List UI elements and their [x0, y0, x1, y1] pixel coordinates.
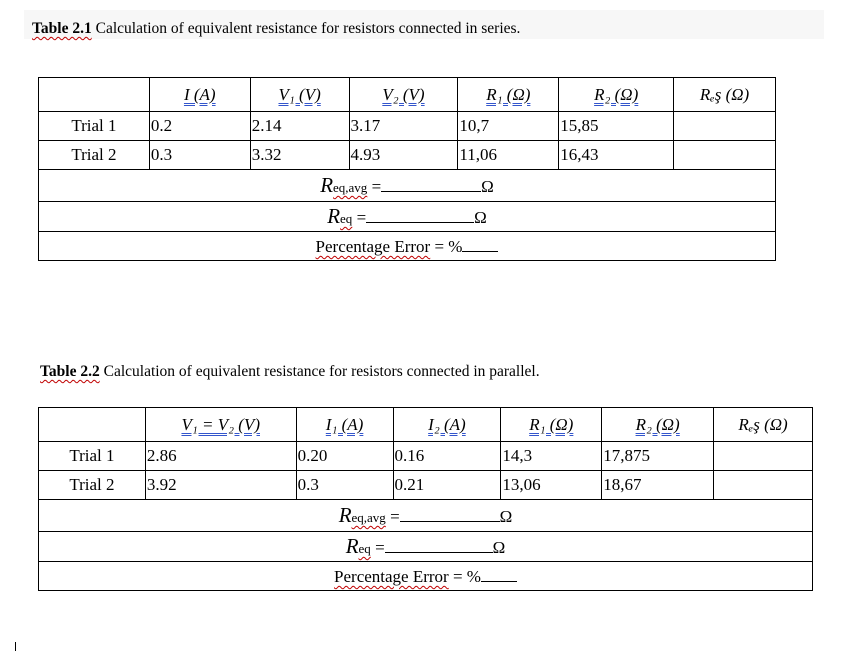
answer-blank[interactable]	[481, 565, 517, 582]
cell-value: 16,43	[559, 141, 674, 170]
req-avg-symbol: R	[338, 503, 352, 527]
table2-caption-label: Table 2.2	[40, 363, 100, 380]
percentage-error-cell[interactable]	[39, 562, 813, 591]
req-avg-subscript: eq,avg	[333, 180, 368, 195]
cell-value: 3.32	[250, 141, 349, 170]
req-avg-row	[39, 170, 776, 202]
req-avg-symbol: R	[320, 173, 334, 197]
cell-value: 0.20	[296, 442, 393, 471]
cell-value: 13,06	[501, 471, 602, 500]
table2-caption-text: Calculation of equivalent resistance for resistors connected in parallel.	[99, 363, 540, 380]
cell-value: 14,3	[501, 442, 602, 471]
answer-blank[interactable]	[400, 505, 500, 522]
table-header-row	[39, 408, 813, 442]
header-resistance-1: R₁ (Ω)	[486, 84, 531, 104]
cell-value: 0.21	[393, 471, 501, 500]
req-avg-cell[interactable]	[39, 500, 813, 532]
percentage-error-row	[39, 232, 776, 261]
req-subscript: eq	[340, 211, 353, 226]
table-row	[39, 442, 813, 471]
percentage-error-equals: = %	[430, 237, 463, 256]
percentage-error-label: Percentage Error	[334, 567, 449, 586]
cell-value: 2.14	[250, 112, 349, 141]
unit-symbol: Ω	[481, 177, 494, 196]
header-resistance-eq: Rₑş (Ω)	[738, 414, 788, 434]
percentage-error-equals: = %	[448, 567, 481, 586]
table1-caption	[32, 20, 520, 38]
parallel-table	[38, 407, 813, 591]
cell-value: 18,67	[602, 471, 714, 500]
table2-caption	[40, 363, 540, 381]
req-cell[interactable]	[39, 202, 776, 232]
cell-value: 3.17	[349, 112, 458, 141]
req-equals: =	[352, 208, 367, 227]
header-current-2: I₂ (A)	[428, 414, 466, 434]
cell-value: 3.92	[145, 471, 296, 500]
req-avg-cell[interactable]	[39, 170, 776, 202]
req-avg-equals: =	[385, 507, 400, 526]
req-row	[39, 202, 776, 232]
req-symbol: R	[327, 204, 341, 228]
unit-symbol: Ω	[499, 507, 513, 526]
header-empty-cell	[39, 78, 150, 112]
unit-symbol: Ω	[474, 208, 487, 227]
header-resistance-eq: Rₑş (Ω)	[699, 84, 750, 104]
req-symbol: R	[345, 534, 359, 558]
cell-value: 17,875	[602, 442, 714, 471]
cell-value: 0.3	[296, 471, 393, 500]
header-current: I (A)	[183, 84, 216, 104]
table-row	[39, 471, 813, 500]
table-row	[39, 141, 776, 170]
percentage-error-row	[39, 562, 813, 591]
cell-value-empty[interactable]	[674, 141, 776, 170]
cell-value-empty[interactable]	[714, 442, 813, 471]
cell-value: 10,7	[458, 112, 559, 141]
header-voltage-1: V₁ (V)	[278, 84, 321, 104]
trial-label: Trial 1	[39, 442, 146, 471]
trial-label: Trial 1	[39, 112, 150, 141]
cell-value: 11,06	[458, 141, 559, 170]
header-resistance-1: R₁ (Ω)	[529, 414, 574, 434]
header-resistance-2: R₂ (Ω)	[635, 414, 680, 434]
cell-value: 4.93	[349, 141, 458, 170]
header-resistance-2: R₂ (Ω)	[594, 84, 639, 104]
trial-label: Trial 2	[39, 141, 150, 170]
header-current-1: I₁ (A)	[325, 414, 364, 434]
cell-value-empty[interactable]	[714, 471, 813, 500]
cell-value: 0.2	[149, 112, 250, 141]
text-cursor	[15, 642, 16, 651]
header-voltage: V₁ = V₂ (V)	[181, 414, 260, 434]
req-avg-row	[39, 500, 813, 532]
trial-label: Trial 2	[39, 471, 146, 500]
answer-blank[interactable]	[366, 206, 474, 223]
header-voltage-2: V₂ (V)	[382, 84, 425, 104]
req-cell[interactable]	[39, 532, 813, 562]
req-avg-subscript: eq,avg	[351, 510, 386, 525]
percentage-error-cell[interactable]	[39, 232, 776, 261]
table1-caption-label: Table 2.1	[32, 20, 92, 37]
answer-blank[interactable]	[385, 536, 493, 553]
cell-value: 15,85	[559, 112, 674, 141]
answer-blank[interactable]	[462, 235, 498, 252]
cell-value: 0.16	[393, 442, 501, 471]
cell-value: 2.86	[145, 442, 296, 471]
req-row	[39, 532, 813, 562]
header-empty-cell	[39, 408, 146, 442]
req-subscript: eq	[358, 541, 371, 556]
req-equals: =	[370, 538, 385, 557]
cell-value-empty[interactable]	[674, 112, 776, 141]
cell-value: 0.3	[149, 141, 250, 170]
req-avg-equals: =	[367, 177, 382, 196]
percentage-error-label: Percentage Error	[315, 237, 431, 256]
answer-blank[interactable]	[381, 175, 481, 192]
table-row	[39, 112, 776, 141]
table1-caption-text: Calculation of equivalent resistance for resistors connected in series.	[91, 20, 521, 37]
table-header-row	[39, 78, 776, 112]
unit-symbol: Ω	[492, 538, 506, 557]
series-table	[38, 77, 776, 261]
